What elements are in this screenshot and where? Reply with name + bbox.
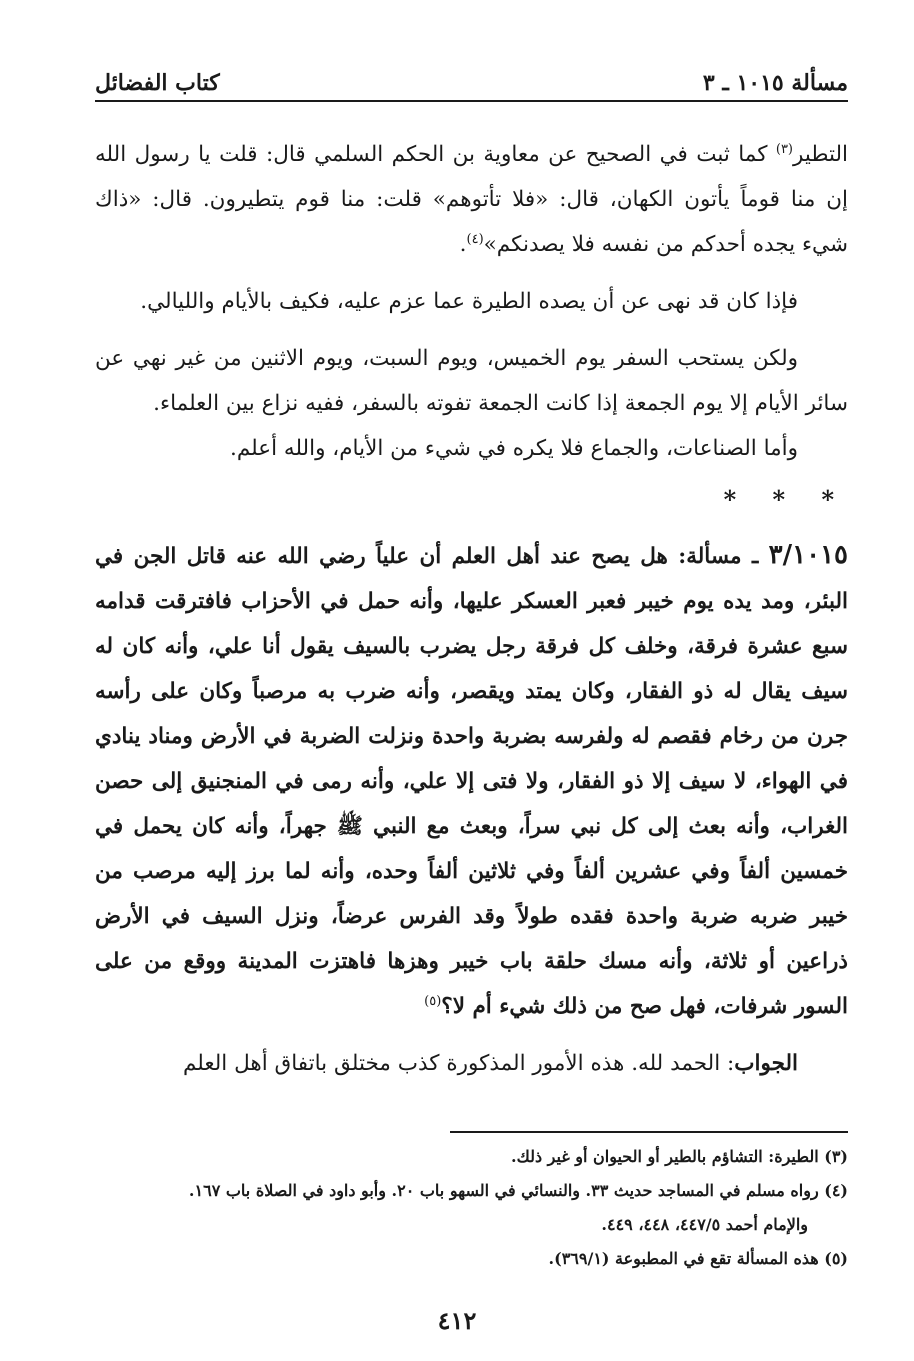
footnote-3: (٣) الطيرة: التشاؤم بالطير أو الحيوان أو غير ذلك. [511, 1147, 848, 1166]
question-text: هل يصح عند أهل العلم أن علياً رضي الله عنه قاتل الجن في البئر، ومد يده يوم خيبر فعبر العسكر عليها، وأنه حمل في الأحزاب فافترقت قدامه سبع عشرة فرقة، وخلف كل فرقة رجل يضرب بالسيف يقول أنا علي، وأنه كان له سيف يقال له ذو الفقار، وكان يمتد ويقصر، وأنه ضرب به مرصباً وكان على رأسه جرن من رخام فقصم له ولفرسه بضربة واحدة ونزلت الضربة في الأرض ومناد ينادي في الهواء، لا سيف إلا ذو الفقار، ولا فتى إلا علي، وأنه رمى في المنجنيق إلى حصن الغراب، وأنه بعث إلى كل نبي سراً، وبعث مع النبي ﷺ جهراً، وأنه كان يحمل في خمسين ألفاً وفي عشرين ألفاً وفي ثلاثين ألفاً وحده، وأنه لما برز إليه مرصب من خيبر ضربه ضربة واحدة فقده طولاً وقد الفرس عرضاً، ونزل السيف في الأرض ذراعين أو ثلاثة، وأنه مسك حلقة باب خيبر وهزها فاهتزت المدينة ووقع من على السور شرفات، فهل صح من ذلك شيء أم لا؟ [95, 544, 848, 1019]
footnote-ref-3: (٣) [775, 141, 793, 157]
main-text [95, 132, 848, 1086]
footnote-5: (٥) هذه المسألة تقع في المطبوعة (٣٦٩/١). [548, 1249, 848, 1268]
paragraph-crafts: وأما الصناعات، والجماع فلا يكره في شيء من الأيام، والله أعلم. [230, 436, 798, 461]
footnote-ref-5: (٥) [424, 993, 442, 1009]
paragraph-text: التطير [793, 142, 848, 167]
paragraph-days: فإذا كان قد نهى عن أن يصده الطيرة عما عزم عليه، فكيف بالأيام والليالي. [140, 289, 798, 314]
footnotes [95, 1140, 848, 1276]
header-rule [95, 100, 848, 102]
footnote-ref-4: (٤) [466, 231, 484, 247]
page-number: ٤١٢ [437, 1306, 477, 1335]
question-paragraph [95, 533, 848, 1029]
answer-text: : الحمد لله. هذه الأمور المذكورة كذب مختلق باتفاق أهل العلم [182, 1051, 735, 1076]
paragraph-text: كما ثبت في الصحيح عن معاوية بن الحكم السلمي قال: قلت يا رسول الله إن منا قوماً يأتون الكهان، قال: «فلا تأتوهم» قلت: منا قوم يتطيرون. قال: «ذاك شيء يجده أحدكم من نفسه فلا يصدنكم» [95, 142, 848, 257]
footnote-rule [450, 1131, 848, 1133]
answer-paragraph [95, 1041, 848, 1086]
header-book-title: كتاب الفضائل [95, 70, 220, 96]
header-section-title: مسألة ١٠١٥ ـ ٣ [702, 70, 848, 96]
question-number: ٣/١٠١٥ [768, 540, 848, 570]
question-label: ـ مسألة: [667, 544, 769, 569]
section-separator: * * * [723, 485, 848, 514]
footnote-4-text: (٤) رواه مسلم في المساجد حديث ٣٣. والنسائي في السهو باب ٢٠. وأبو داود في الصلاة باب ١٦٧. [188, 1181, 848, 1200]
paragraph-tatayyur [95, 132, 848, 267]
running-header [95, 66, 848, 102]
footnote-4 [95, 1174, 848, 1242]
paragraph-end: . [459, 232, 467, 257]
paragraph-travel: ولكن يستحب السفر يوم الخميس، ويوم السبت، ويوم الاثنين من غير نهي عن سائر الأيام إلا يوم الجمعة إذا كانت الجمعة تفوته بالسفر، ففيه نزاع بين العلماء. [95, 346, 848, 416]
footnote-4-continuation: والإمام أحمد ٤٤٧/٥، ٤٤٨، ٤٤٩. [601, 1215, 808, 1234]
answer-lead: الجواب [734, 1051, 798, 1076]
